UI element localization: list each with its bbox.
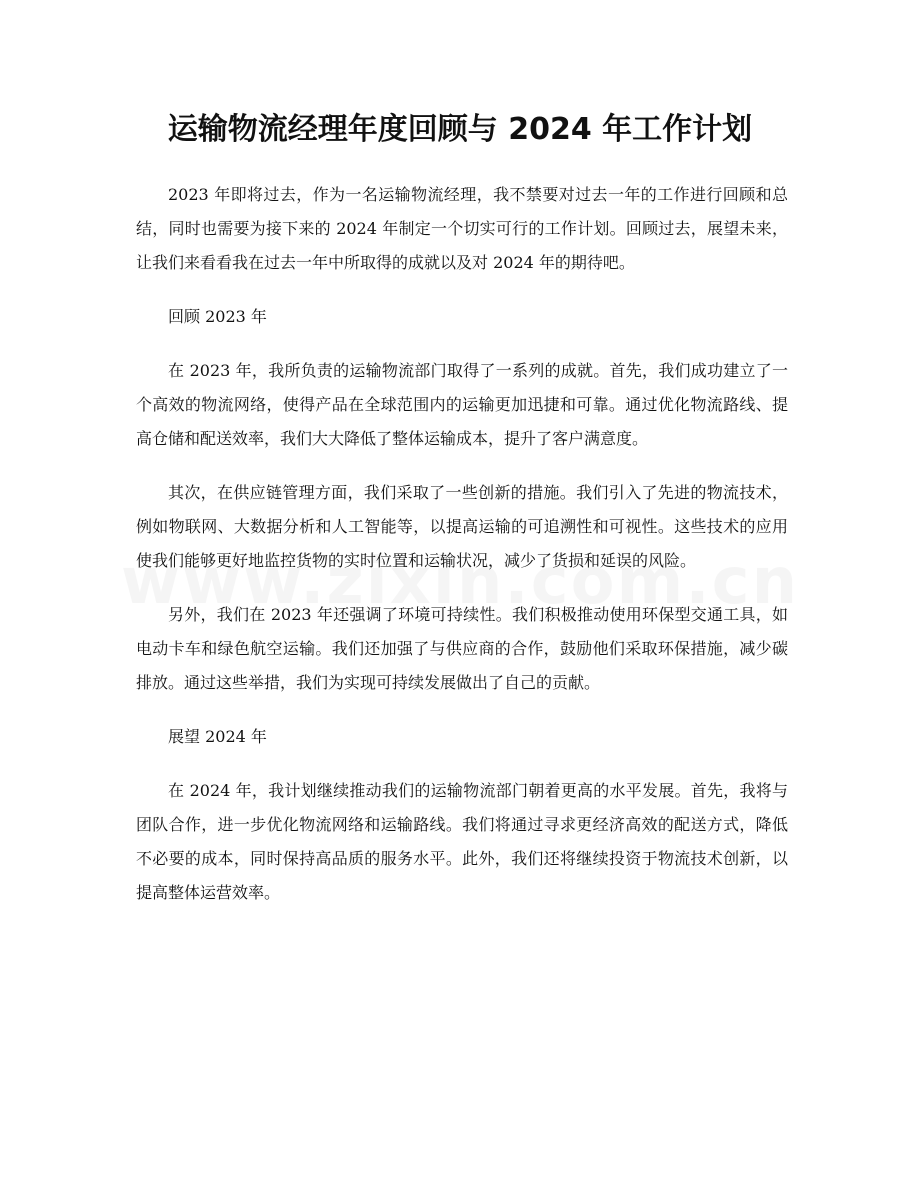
review-paragraph-supply-chain: 其次，在供应链管理方面，我们采取了一些创新的措施。我们引入了先进的物流技术，例如物联网、大数据分析和人工智能等，以提高运输的可追溯性和可视性。这些技术的应用使我们能够更好地监控货物的实时位置和运输状况，减少了货损和延误的风险。 [136, 483, 788, 570]
outlook-paragraph-plan: 在 2024 年，我计划继续推动我们的运输物流部门朝着更高的水平发展。首先，我将与团队合作，进一步优化物流网络和运输路线。我们将通过寻求更经济高效的配送方式，降低不必要的成本，同时保持高品质的服务水平。此外，我们还将继续投资于物流技术创新，以提高整体运营效率。 [136, 781, 788, 902]
section-heading-review-2023: 回顾 2023 年 [168, 307, 267, 326]
review-paragraph-achievements: 在 2023 年，我所负责的运输物流部门取得了一系列的成就。首先，我们成功建立了一个高效的物流网络，使得产品在全球范围内的运输更加迅捷和可靠。通过优化物流路线、提高仓储和配送效率，我们大大降低了整体运输成本，提升了客户满意度。 [136, 361, 788, 448]
intro-paragraph: 2023 年即将过去，作为一名运输物流经理，我不禁要对过去一年的工作进行回顾和总结，同时也需要为接下来的 2024 年制定一个切实可行的工作计划。回顾过去，展望未来，让我们来看看我在过去一年中所取得的成就以及对 2024 年的期待吧。 [136, 185, 788, 272]
document-body [136, 178, 788, 930]
document-title: 运输物流经理年度回顾与 2024 年工作计划 [167, 112, 753, 147]
section-heading-outlook-2024: 展望 2024 年 [168, 727, 267, 746]
review-paragraph-sustainability: 另外，我们在 2023 年还强调了环境可持续性。我们积极推动使用环保型交通工具，如电动卡车和绿色航空运输。我们还加强了与供应商的合作，鼓励他们采取环保措施，减少碳排放。通过这些举措，我们为实现可持续发展做出了自己的贡献。 [136, 605, 788, 692]
